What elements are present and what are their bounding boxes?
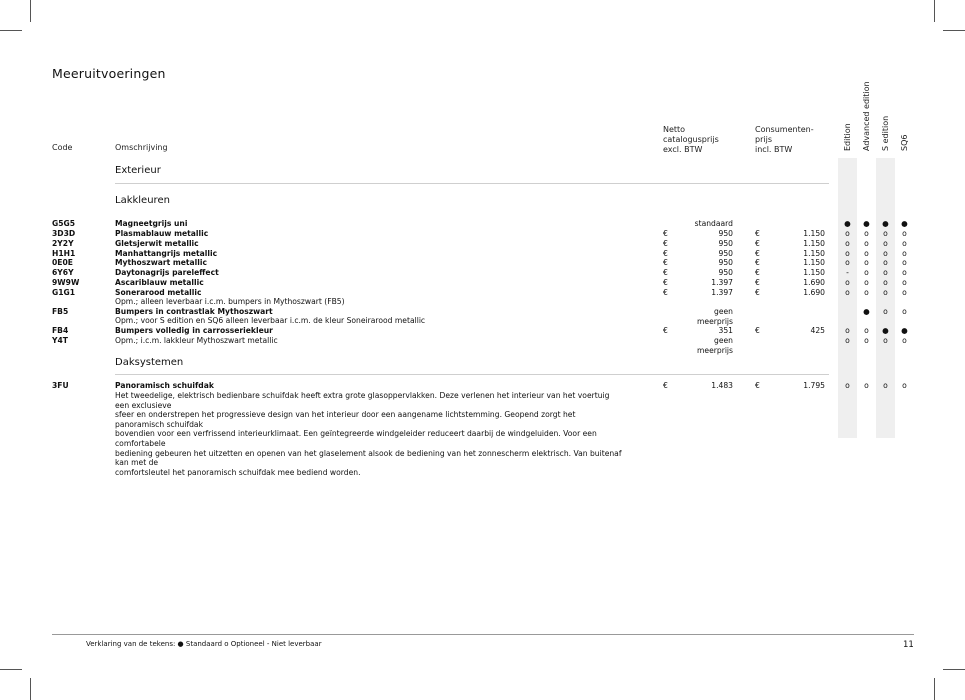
table-row: Y4T Opm.; i.c.m. lakkleur Mythoszwart metallic geen meerprijs o o o o	[52, 336, 907, 355]
note-text: Opm.; alleen leverbaar i.c.m. bumpers in Mythoszwart (FB5)	[115, 297, 345, 306]
table-row: H1H1 Manhattangrijs metallic € 950 € 1.150 o o o o	[52, 249, 907, 258]
header-s-edition: S edition	[881, 115, 890, 151]
section-lakkleuren: Lakkleuren	[115, 195, 170, 206]
header-advanced-edition: Advanced edition	[862, 81, 871, 151]
section-divider	[115, 183, 829, 184]
header-consumer-price: Consumenten- prijs incl. BTW	[755, 125, 814, 154]
table-row: 2Y2Y Gletsjerwit metallic € 950 € 1.150 o o o o	[52, 239, 907, 248]
crop-mark	[934, 678, 935, 700]
table-row: 9W9W Ascariblauw metallic € 1.397 € 1.690 o o o o	[52, 278, 907, 287]
header-sq6: SQ6	[900, 134, 909, 151]
crop-mark	[30, 0, 31, 22]
section-exterieur: Exterieur	[115, 165, 161, 176]
section-daksystemen: Daksystemen	[115, 357, 184, 368]
header-edition: Edition	[843, 123, 852, 151]
legend: Verklaring van de tekens: ● Standaard o Optioneel - Niet leverbaar	[86, 640, 322, 648]
table-row: FB5 Bumpers in contrastlak Mythoszwart geen meerprijs ● o o	[52, 307, 907, 326]
table-row: 3FU Panoramisch schuifdak € 1.483 € 1.795 o o o o	[52, 381, 907, 390]
crop-mark	[934, 0, 935, 22]
page-title: Meeruitvoeringen	[52, 66, 166, 81]
section-divider	[115, 374, 829, 375]
table-row: FB4 Bumpers volledig in carrosseriekleur € 351 € 425 o o ● ●	[52, 326, 908, 335]
column-shade	[876, 158, 895, 438]
crop-mark	[0, 669, 22, 670]
header-net-price: Netto catalogusprijs excl. BTW	[663, 125, 719, 154]
note-text: Opm.; voor S edition en SQ6 alleen leverbaar i.c.m. de kleur Soneirarood metallic	[115, 316, 426, 325]
option-description: Het tweedelige, elektrisch bedienbare schuifdak heeft extra grote glasoppervlakken. Deze verlenen het interieur van het voertuig een exclusieve sfeer en onderstrepen het progressieve design van het interieur door een aangename lichtstemming. Geopend zorgt het panoramisch schuifdak bovendien voor een verfrissend interieurklimaat. Een geïntegreerde windgeleider reduceert daarbij de windgeluiden. Voor een comfortabele bediening gebeuren het uitzetten en openen van het glaselement alsook de bediening van het zonnescherm elektrisch. Van buitenaf kan met de comfortsleutel het panoramisch schuifdak mee bediend worden.	[115, 391, 622, 477]
table-row: 3D3D Plasmablauw metallic € 950 € 1.150 o o o o	[52, 229, 907, 238]
crop-mark	[30, 678, 31, 700]
table-row: G5G5 Magneetgrijs uni standaard ● ● ● ●	[52, 219, 908, 228]
crop-mark	[0, 30, 22, 31]
table-row: G1G1 Sonerarood metallic € 1.397 € 1.690 o o o o	[52, 288, 907, 297]
table-row: 6Y6Y Daytonagrijs pareleffect € 950 € 1.150 - o o o	[52, 268, 907, 277]
column-shade	[838, 158, 857, 438]
footer-divider	[52, 634, 914, 635]
header-code: Code	[52, 143, 73, 152]
crop-mark	[943, 30, 965, 31]
table-row: 0E0E Mythoszwart metallic € 950 € 1.150 o o o o	[52, 258, 907, 267]
page-number: 11	[903, 640, 914, 650]
header-description: Omschrijving	[115, 143, 168, 152]
crop-mark	[943, 669, 965, 670]
